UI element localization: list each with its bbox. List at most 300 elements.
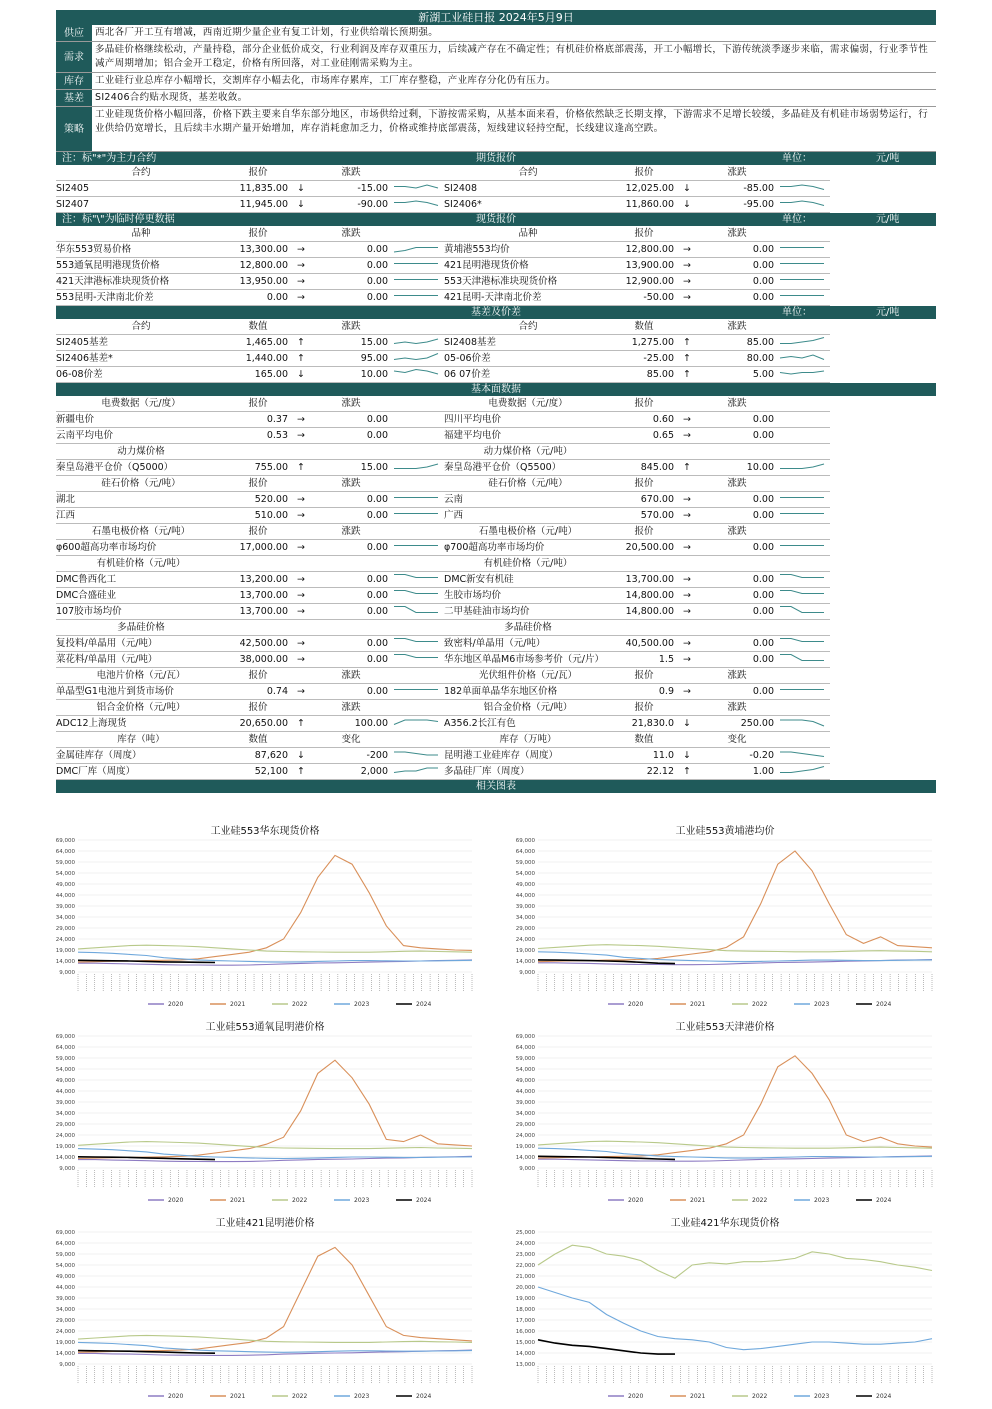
unit-value: 元/吨 <box>876 307 900 318</box>
chart-title: 工业硅553天津港价格 <box>675 1022 775 1033</box>
legend-label: 2022 <box>292 1393 308 1400</box>
sparkline-path <box>780 185 824 190</box>
sparkline-cell <box>776 197 830 213</box>
item-change: -95.00 <box>698 197 776 213</box>
item-name: 421昆明港现货价格 <box>444 258 612 274</box>
direction-arrow-icon: → <box>290 412 312 428</box>
spacer <box>676 476 698 492</box>
fundamentals-grid <box>56 396 936 780</box>
group-header: 铝合金价格（元/吨） <box>56 700 226 716</box>
item-name: DMC厂库（周度） <box>56 764 226 780</box>
group-header-col: 报价 <box>226 476 290 492</box>
y-tick-label: 54,000 <box>55 1263 75 1269</box>
band-title: 期货报价 <box>476 153 516 164</box>
item-name: 黄埔港553均价 <box>444 242 612 258</box>
sparkline-cell <box>776 764 830 780</box>
item-price: 40,500.00 <box>612 636 676 652</box>
legend-label: 2021 <box>690 1001 706 1008</box>
sparkline-cell <box>776 367 830 383</box>
trend-sparkline <box>776 652 828 666</box>
sparkline-path <box>780 752 824 757</box>
summary-label: 供应 <box>56 25 92 41</box>
legend-label: 2023 <box>354 1393 370 1400</box>
group-header-col <box>312 444 390 460</box>
y-tick-label: 64,000 <box>515 849 535 855</box>
item-name: 二甲基硅油市场均价 <box>444 604 612 620</box>
item-change: 0.00 <box>698 572 776 588</box>
sparkline-path <box>394 354 438 360</box>
item-change: 0.00 <box>698 652 776 668</box>
sparkline-cell <box>390 508 444 524</box>
column-header <box>776 165 830 181</box>
spacer <box>676 732 698 748</box>
item-change: 10.00 <box>698 460 776 476</box>
direction-arrow-icon: ↑ <box>290 351 312 367</box>
item-price: 17,000.00 <box>226 540 290 556</box>
item-price: 12,800.00 <box>612 242 676 258</box>
related-band <box>56 780 936 793</box>
column-header: 报价 <box>612 226 676 242</box>
item-price: 20,650.00 <box>226 716 290 732</box>
sparkline-cell <box>776 492 830 508</box>
item-price: 11.0 <box>612 748 676 764</box>
column-header: 涨跌 <box>698 226 776 242</box>
item-price: 1,440.00 <box>226 351 290 367</box>
sparkline-path <box>780 639 824 642</box>
direction-arrow-icon: → <box>676 508 698 524</box>
direction-arrow-icon: → <box>676 428 698 444</box>
group-header: 光伏组件价格（元/瓦） <box>444 668 612 684</box>
y-tick-label: 69,000 <box>515 1034 535 1040</box>
spacer <box>390 524 444 540</box>
group-header-col: 变化 <box>312 732 390 748</box>
group-header-col: 报价 <box>226 396 290 412</box>
direction-arrow-icon: → <box>290 684 312 700</box>
spacer <box>290 476 312 492</box>
group-header-col <box>312 556 390 572</box>
direction-arrow-icon: ↓ <box>676 197 698 213</box>
line-chart <box>500 1018 950 1213</box>
line-chart <box>500 1214 950 1409</box>
trend-sparkline <box>776 181 828 195</box>
item-price: 12,800.00 <box>226 258 290 274</box>
item-change: 15.00 <box>312 460 390 476</box>
spacer <box>676 444 698 460</box>
band-title: 现货报价 <box>476 214 516 225</box>
y-tick-label: 14,000 <box>55 1155 75 1161</box>
item-name: 107胶市场均价 <box>56 604 226 620</box>
y-tick-label: 59,000 <box>515 1056 535 1062</box>
column-header <box>776 226 830 242</box>
line-chart <box>500 822 950 1017</box>
y-tick-label: 24,000 <box>55 1133 75 1139</box>
item-name: DMC鲁西化工 <box>56 572 226 588</box>
trend-sparkline <box>776 588 828 602</box>
item-change: 0.00 <box>312 604 390 620</box>
y-tick-label: 29,000 <box>515 926 535 932</box>
y-tick-label: 49,000 <box>55 882 75 888</box>
legend-label: 2021 <box>690 1393 706 1400</box>
direction-arrow-icon: → <box>676 572 698 588</box>
summary-row <box>56 90 936 107</box>
item-price: 0.65 <box>612 428 676 444</box>
direction-arrow-icon: ↓ <box>676 716 698 732</box>
y-tick-label: 14,000 <box>55 1351 75 1357</box>
legend-label: 2023 <box>354 1001 370 1008</box>
item-name: SI2405基差 <box>56 335 226 351</box>
direction-arrow-icon: ↑ <box>676 460 698 476</box>
group-header-col <box>226 556 290 572</box>
trend-sparkline <box>776 335 828 349</box>
group-header: 石墨电极价格（元/吨） <box>444 524 612 540</box>
y-tick-label: 24,000 <box>55 937 75 943</box>
trend-sparkline <box>390 684 442 698</box>
section-band <box>56 213 936 226</box>
direction-arrow-icon: ↑ <box>290 460 312 476</box>
item-name: ADC12上海现货 <box>56 716 226 732</box>
item-name: DMC新安有机硅 <box>444 572 612 588</box>
summary-label: 策略 <box>56 107 92 151</box>
item-change: 0.00 <box>312 428 390 444</box>
item-name: 云南平均电价 <box>56 428 226 444</box>
y-tick-label: 34,000 <box>55 915 75 921</box>
item-price: 1,275.00 <box>612 335 676 351</box>
direction-arrow-icon: → <box>290 290 312 306</box>
item-price: 0.60 <box>612 412 676 428</box>
trend-sparkline <box>390 460 442 474</box>
sparkline-cell <box>390 242 444 258</box>
group-header-col: 涨跌 <box>698 476 776 492</box>
chart-title: 工业硅553黄埔港均价 <box>675 826 775 837</box>
y-tick-label: 39,000 <box>55 904 75 910</box>
sparkline-path <box>780 655 824 661</box>
item-change: 0.00 <box>698 412 776 428</box>
trend-sparkline <box>776 197 828 211</box>
y-tick-label: 34,000 <box>515 1111 535 1117</box>
sparkline-cell <box>390 604 444 620</box>
direction-arrow-icon: → <box>290 652 312 668</box>
legend-label: 2022 <box>292 1001 308 1008</box>
item-change: 10.00 <box>312 367 390 383</box>
summary-section <box>56 25 936 152</box>
item-change: 0.00 <box>698 492 776 508</box>
spacer <box>776 556 830 572</box>
y-tick-label: 49,000 <box>515 1078 535 1084</box>
y-tick-label: 14,000 <box>515 959 535 965</box>
item-change: -15.00 <box>312 181 390 197</box>
column-header: 合约 <box>56 165 226 181</box>
sparkline-cell <box>390 588 444 604</box>
trend-sparkline <box>776 684 828 698</box>
item-change: 0.00 <box>698 242 776 258</box>
item-name: 金属硅库存（周度） <box>56 748 226 764</box>
group-header: 多晶硅价格 <box>444 620 612 636</box>
sparkline-cell <box>390 258 444 274</box>
sparkline-cell <box>390 351 444 367</box>
spacer <box>676 668 698 684</box>
sparkline-cell <box>390 412 444 428</box>
item-name: 菜花料/单晶用（元/吨） <box>56 652 226 668</box>
sparkline-path <box>780 371 824 374</box>
sparkline-path <box>780 591 824 594</box>
direction-arrow-icon: ↑ <box>676 351 698 367</box>
series-line-2021 <box>538 1056 932 1158</box>
group-header-col <box>698 620 776 636</box>
column-header <box>290 226 312 242</box>
y-tick-label: 29,000 <box>55 1122 75 1128</box>
y-tick-label: 44,000 <box>55 893 75 899</box>
group-header: 动力煤价格 <box>56 444 226 460</box>
sparkline-cell <box>390 197 444 213</box>
item-price: 12,900.00 <box>612 274 676 290</box>
y-tick-label: 9,000 <box>59 1166 75 1172</box>
sparkline-path <box>780 201 824 206</box>
spacer <box>390 444 444 460</box>
sparkline-cell <box>776 508 830 524</box>
group-header: 电费数据（元/度） <box>444 396 612 412</box>
item-name: φ700超高功率市场均价 <box>444 540 612 556</box>
item-price: 11,945.00 <box>226 197 290 213</box>
column-header: 涨跌 <box>698 165 776 181</box>
direction-arrow-icon: → <box>676 242 698 258</box>
item-name: 秦皇岛港平仓价（Q5500） <box>444 460 612 476</box>
series-line-2022 <box>78 945 472 952</box>
spacer <box>290 396 312 412</box>
item-name: 182单面单晶华东地区价格 <box>444 684 612 700</box>
item-name: SI2406基差* <box>56 351 226 367</box>
item-change: 0.00 <box>698 588 776 604</box>
item-price: 87,620 <box>226 748 290 764</box>
legend-label: 2021 <box>690 1197 706 1204</box>
trend-sparkline <box>390 748 442 762</box>
y-tick-label: 44,000 <box>515 893 535 899</box>
direction-arrow-icon: → <box>676 290 698 306</box>
direction-arrow-icon: ↓ <box>290 197 312 213</box>
sparkline-cell <box>776 540 830 556</box>
sparkline-cell <box>776 335 830 351</box>
group-header-col <box>698 556 776 572</box>
y-tick-label: 44,000 <box>55 1089 75 1095</box>
sparkline-cell <box>390 335 444 351</box>
item-name: 广西 <box>444 508 612 524</box>
legend-label: 2021 <box>230 1393 246 1400</box>
legend-label: 2020 <box>628 1393 644 1400</box>
item-price: 570.00 <box>612 508 676 524</box>
spacer <box>390 732 444 748</box>
item-change: 0.00 <box>312 242 390 258</box>
item-name: 四川平均电价 <box>444 412 612 428</box>
item-change: -85.00 <box>698 181 776 197</box>
spacer <box>676 396 698 412</box>
item-price: 0.74 <box>226 684 290 700</box>
sparkline-path <box>780 607 824 613</box>
related-band-title: 相关图表 <box>476 781 516 792</box>
item-change: 5.00 <box>698 367 776 383</box>
column-header: 涨跌 <box>312 319 390 335</box>
sparkline-cell <box>776 636 830 652</box>
legend-label: 2022 <box>752 1393 768 1400</box>
y-tick-label: 29,000 <box>55 926 75 932</box>
item-change: 85.00 <box>698 335 776 351</box>
item-change: 0.00 <box>698 604 776 620</box>
series-line-2022 <box>538 945 932 952</box>
trend-sparkline <box>390 242 442 256</box>
sparkline-cell <box>390 540 444 556</box>
charts-area <box>40 822 950 1402</box>
sparkline-cell <box>776 412 830 428</box>
legend-label: 2020 <box>168 1197 184 1204</box>
item-price: 13,300.00 <box>226 242 290 258</box>
trend-sparkline <box>390 412 442 426</box>
sparkline-cell <box>390 274 444 290</box>
legend-label: 2024 <box>876 1393 892 1400</box>
direction-arrow-icon: ↓ <box>290 367 312 383</box>
item-price: 520.00 <box>226 492 290 508</box>
direction-arrow-icon: → <box>676 412 698 428</box>
item-price: 13,700.00 <box>226 604 290 620</box>
spacer <box>390 620 444 636</box>
trend-sparkline <box>390 636 442 650</box>
column-header <box>676 319 698 335</box>
item-name: 553通氧昆明港现货价格 <box>56 258 226 274</box>
item-price: 755.00 <box>226 460 290 476</box>
trend-sparkline <box>390 258 442 272</box>
legend-label: 2023 <box>814 1197 830 1204</box>
item-change: 1.00 <box>698 764 776 780</box>
item-name: 单晶型G1电池片到货市场价 <box>56 684 226 700</box>
y-tick-label: 25,000 <box>515 1230 535 1236</box>
sparkline-cell <box>390 492 444 508</box>
direction-arrow-icon: → <box>290 636 312 652</box>
sparkline-path <box>394 201 438 206</box>
item-price: 13,200.00 <box>226 572 290 588</box>
y-tick-label: 24,000 <box>515 937 535 943</box>
group-header-col <box>312 620 390 636</box>
direction-arrow-icon: ↓ <box>290 748 312 764</box>
y-tick-label: 14,000 <box>55 959 75 965</box>
direction-arrow-icon: → <box>290 508 312 524</box>
y-tick-label: 9,000 <box>519 970 535 976</box>
trend-sparkline <box>776 274 828 288</box>
sparkline-cell <box>776 684 830 700</box>
sparkline-cell <box>776 604 830 620</box>
item-change: 0.00 <box>698 290 776 306</box>
y-tick-label: 14,000 <box>515 1351 535 1357</box>
group-header-col: 报价 <box>612 700 676 716</box>
unit-value: 元/吨 <box>876 214 900 225</box>
direction-arrow-icon: → <box>676 636 698 652</box>
item-price: 22.12 <box>612 764 676 780</box>
spacer <box>676 524 698 540</box>
trend-sparkline <box>390 428 442 442</box>
group-header: 有机硅价格（元/吨） <box>56 556 226 572</box>
item-change: 0.00 <box>698 684 776 700</box>
item-price: 0.00 <box>226 290 290 306</box>
sparkline-path <box>394 639 438 642</box>
chart-svg <box>40 836 480 1012</box>
item-name: 生胶市场均价 <box>444 588 612 604</box>
item-price: 38,000.00 <box>226 652 290 668</box>
y-tick-label: 19,000 <box>55 1144 75 1150</box>
spacer <box>290 700 312 716</box>
y-tick-label: 59,000 <box>55 860 75 866</box>
group-header-col <box>226 620 290 636</box>
spacer <box>676 700 698 716</box>
sparkline-cell <box>776 748 830 764</box>
trend-sparkline <box>776 604 828 618</box>
sparkline-cell <box>390 572 444 588</box>
item-price: 20,500.00 <box>612 540 676 556</box>
trend-sparkline <box>390 274 442 288</box>
y-tick-label: 19,000 <box>515 1144 535 1150</box>
y-tick-label: 49,000 <box>55 1078 75 1084</box>
y-tick-label: 21,000 <box>515 1274 535 1280</box>
y-tick-label: 19,000 <box>55 948 75 954</box>
item-price: 13,700.00 <box>226 588 290 604</box>
sparkline-path <box>780 720 824 726</box>
spacer <box>776 732 830 748</box>
item-name: A356.2长江有色 <box>444 716 612 732</box>
item-name: 05-06价差 <box>444 351 612 367</box>
column-header: 合约 <box>56 319 226 335</box>
sparkline-path <box>394 185 438 188</box>
sparkline-cell <box>776 351 830 367</box>
legend-label: 2021 <box>230 1001 246 1008</box>
y-tick-label: 23,000 <box>515 1252 535 1258</box>
item-name: SI2405 <box>56 181 226 197</box>
item-name: 江西 <box>56 508 226 524</box>
trend-sparkline <box>390 716 442 730</box>
direction-arrow-icon: → <box>676 588 698 604</box>
item-name: 华东553贸易价格 <box>56 242 226 258</box>
item-change: 0.00 <box>312 540 390 556</box>
legend-label: 2022 <box>292 1197 308 1204</box>
item-change: 0.00 <box>698 274 776 290</box>
report-title: 新湖工业硅日报 2024年5月9日 <box>56 10 936 25</box>
y-tick-label: 54,000 <box>55 1067 75 1073</box>
trend-sparkline <box>776 716 828 730</box>
trend-sparkline <box>390 197 442 211</box>
trend-sparkline <box>390 604 442 618</box>
group-header-col: 报价 <box>612 524 676 540</box>
chart-svg <box>40 1032 480 1208</box>
group-header-col: 涨跌 <box>698 524 776 540</box>
spacer <box>676 556 698 572</box>
trend-sparkline <box>390 181 442 195</box>
item-change: -200 <box>312 748 390 764</box>
unit-label: 单位： <box>782 307 812 318</box>
sparkline-cell <box>390 716 444 732</box>
group-header: 硅石价格（元/吨） <box>444 476 612 492</box>
column-header: 报价 <box>612 165 676 181</box>
y-tick-label: 44,000 <box>515 1089 535 1095</box>
y-tick-label: 64,000 <box>55 1241 75 1247</box>
series-line-2021 <box>78 1060 472 1158</box>
item-name: 新疆电价 <box>56 412 226 428</box>
item-name: 复投料/单晶用（元/吨） <box>56 636 226 652</box>
spacer <box>290 620 312 636</box>
sparkline-path <box>780 338 824 344</box>
line-chart <box>40 822 490 1017</box>
sparkline-cell <box>776 181 830 197</box>
column-header <box>390 319 444 335</box>
sparkline-path <box>394 339 438 344</box>
spacer <box>290 556 312 572</box>
item-price: 0.9 <box>612 684 676 700</box>
legend-label: 2023 <box>814 1393 830 1400</box>
series-line-2022 <box>78 1142 472 1149</box>
y-tick-label: 39,000 <box>55 1296 75 1302</box>
